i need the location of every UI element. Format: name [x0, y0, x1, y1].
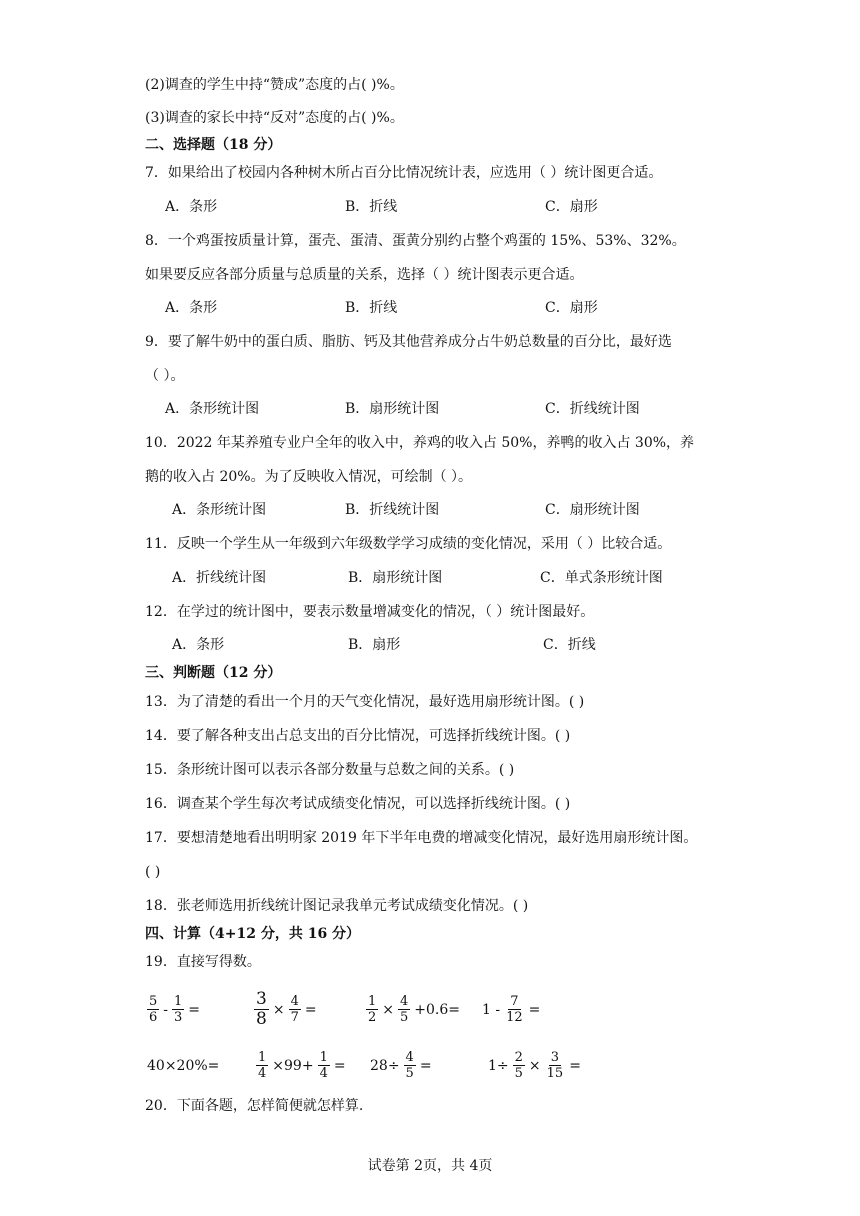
- frac-den: 12: [506, 1010, 523, 1025]
- section-heading-choice: 二、选择题（18 分）: [145, 137, 282, 153]
- question-10: 10．2022 年某养殖专业户全年的收入中，养鸡的收入占 50%，养鸭的收入占 30%，养: [145, 435, 695, 451]
- frac-num: 3: [550, 1050, 560, 1065]
- frac-num: 7: [510, 994, 519, 1009]
- survey-line-3: (3)调查的家长中持“反对”态度的占( )%。: [145, 110, 404, 126]
- question-13: 13．为了清楚的看出一个月的天气变化情况，最好选用扇形统计图。( ): [145, 694, 585, 710]
- frac-num: 5: [149, 994, 158, 1009]
- question-12: 12．在学过的统计图中，要表示数量增减变化的情况，（ ）统计图最好。: [145, 604, 595, 620]
- frac-den: 8: [256, 1009, 267, 1029]
- frac-den: 5: [405, 1066, 414, 1081]
- question-9-cont: （ ）。: [145, 368, 185, 384]
- calc-expr-5: [145, 1058, 221, 1074]
- question-8: 8．一个鸡蛋按质量计算，蛋壳、蛋清、蛋黄分别约占整个鸡蛋的 15%、53%、32%。: [145, 233, 686, 249]
- frac-num: 1: [258, 1050, 267, 1065]
- option-8c: C．扇形: [545, 300, 598, 316]
- option-9c: C．折线统计图: [545, 401, 640, 417]
- equals: =: [569, 1057, 581, 1074]
- lead-text: 28÷: [370, 1057, 400, 1074]
- question-18: 18．张老师选用折线统计图记录我单元考试成绩变化情况。( ): [145, 898, 529, 914]
- frac-num: 1: [174, 994, 183, 1009]
- option-10c: C．扇形统计图: [545, 502, 640, 518]
- option-7c: C．扇形: [545, 199, 598, 215]
- equals: =: [304, 1001, 317, 1018]
- frac-den: 4: [319, 1066, 328, 1081]
- frac-num: 4: [290, 994, 299, 1009]
- calc-expr-6: [254, 1050, 348, 1081]
- expr-text: 40×20%=: [147, 1058, 220, 1074]
- frac-num: 4: [405, 1050, 414, 1065]
- frac-den: 7: [290, 1010, 299, 1025]
- option-7b: B．折线: [345, 199, 398, 215]
- option-8a: A．条形: [165, 300, 218, 316]
- option-11a: A．折线统计图: [172, 570, 267, 586]
- option-8b: B．折线: [345, 300, 398, 316]
- option-12a: A．条形: [172, 637, 225, 653]
- operator: -: [163, 1001, 169, 1018]
- section-heading-calc: 四、计算（4+12 分，共 16 分）: [145, 926, 361, 942]
- frac-num: 1: [319, 1050, 328, 1065]
- equals: =: [419, 1057, 432, 1074]
- page-footer: 试卷第 2页，共 4页: [367, 1158, 493, 1174]
- frac-num: 3: [256, 989, 267, 1009]
- equals: =: [188, 1001, 201, 1018]
- option-12b: B．扇形: [348, 637, 401, 653]
- option-12c: C．折线: [543, 637, 596, 653]
- survey-line-2: (2)调查的学生中持“赞成”态度的占( )%。: [145, 77, 404, 93]
- frac-den: 15: [546, 1066, 564, 1081]
- section-heading-judge: 三、判断题（12 分）: [145, 665, 282, 681]
- question-16: 16．调查某个学生每次考试成绩变化情况，可以选择折线统计图。( ): [145, 796, 571, 812]
- calc-expr-1: [145, 994, 202, 1025]
- frac-den: 6: [149, 1010, 158, 1025]
- question-17-cont: ( ): [145, 864, 161, 880]
- frac-num: 2: [514, 1050, 523, 1065]
- question-20: 20．下面各题，怎样简便就怎样算.: [145, 1098, 364, 1114]
- lead-text: 1 -: [482, 1001, 501, 1018]
- option-10a: A．条形统计图: [172, 502, 267, 518]
- frac-den: 2: [368, 1010, 377, 1025]
- calc-expr-3: [364, 994, 462, 1025]
- option-10b: B．折线统计图: [345, 502, 440, 518]
- calc-expr-8: [486, 1050, 583, 1081]
- frac-den: 5: [514, 1066, 523, 1081]
- calc-expr-7: [368, 1050, 434, 1081]
- frac-den: 3: [174, 1010, 183, 1025]
- question-19: 19．直接写得数。: [145, 954, 261, 970]
- lead-text: 1÷: [488, 1057, 509, 1074]
- option-9b: B．扇形统计图: [345, 401, 440, 417]
- frac-den: 5: [400, 1010, 409, 1025]
- calc-expr-4: [480, 994, 542, 1025]
- tail-text: +0.6=: [414, 1001, 461, 1018]
- frac-den: 4: [258, 1066, 267, 1081]
- equals: =: [333, 1057, 346, 1074]
- question-8-cont: 如果要反应各部分质量与总质量的关系，选择（ ）统计图表示更合适。: [145, 267, 584, 283]
- frac-num: 1: [368, 994, 377, 1009]
- equals: =: [528, 1001, 541, 1018]
- question-14: 14．要了解各种支出占总支出的百分比情况，可选择折线统计图。( ): [145, 728, 571, 744]
- question-9: 9．要了解牛奶中的蛋白质、脂肪、钙及其他营养成分占牛奶总数量的百分比，最好选: [145, 334, 672, 350]
- question-17: 17．要想清楚地看出明明家 2019 年下半年电费的增减变化情况，最好选用扇形统计图。: [145, 830, 698, 846]
- option-11c: C．单式条形统计图: [540, 570, 663, 586]
- question-11: 11．反映一个学生从一年级到六年级数学学习成绩的变化情况，采用（ ）比较合适。: [145, 536, 672, 552]
- option-11b: B．扇形统计图: [348, 570, 443, 586]
- operator: ×: [528, 1057, 541, 1074]
- frac-num: 4: [400, 994, 409, 1009]
- question-10-cont: 鹅的收入占 20%。为了反映收入情况，可绘制（ ）。: [145, 469, 473, 485]
- option-7a: A．条形: [165, 199, 218, 215]
- question-7: 7．如果给出了校园内各种树木所占百分比情况统计表，应选用（ ）统计图更合适。: [145, 165, 663, 181]
- question-15: 15．条形统计图可以表示各部分数量与总数之间的关系。( ): [145, 762, 515, 778]
- operator: ×: [272, 1001, 285, 1018]
- operator: ×: [382, 1001, 395, 1018]
- option-9a: A．条形统计图: [165, 401, 260, 417]
- mid-text: ×99+: [272, 1057, 314, 1074]
- calc-expr-2: [252, 990, 319, 1029]
